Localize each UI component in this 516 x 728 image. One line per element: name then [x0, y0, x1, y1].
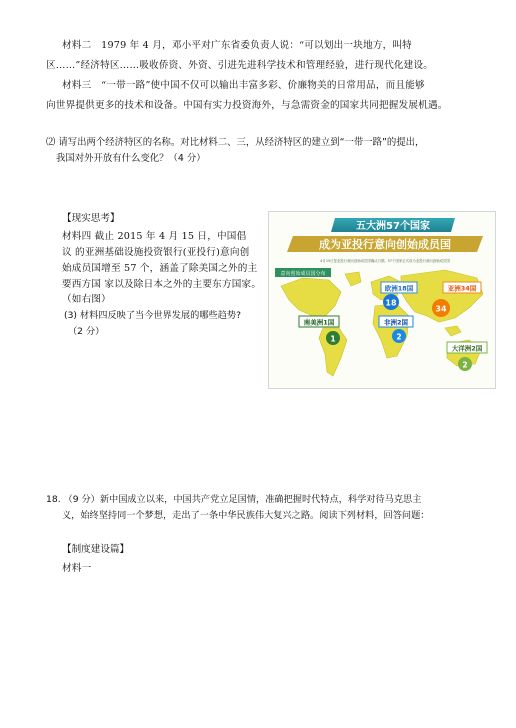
material1-label: 材料一 [62, 563, 92, 574]
label-asia: 亚洲34国 [447, 284, 477, 293]
material3-line1: 材料三 “一带一路”使中国不仅可以输出丰富多彩、价廉物美的日常用品，而且能够 [62, 80, 425, 91]
ball-oceania-number: 2 [462, 360, 468, 370]
material2-line2: 区……”经济特区……吸收侨资、外资、引进先进科学技术和管理经验，进行现代化建设。 [46, 60, 434, 71]
map-legend: 意向创始成员国分布 [280, 271, 326, 277]
material4-line2: 议 的亚洲基础设施投资银行(亚投行)意向创 [62, 247, 250, 258]
reality-heading: 【现实思考】 [62, 213, 120, 224]
material2-line1: 材料二 1979 年 4 月，邓小平对广东省委负责人说：“可以划出一块地方，叫特 [62, 40, 412, 51]
section-heading: 【制度建设篇】 [62, 544, 130, 555]
map-subtitle: 4月15日是亚投行意向创始成员国确认日期，57个国家正式成为亚投行意向创始成员国 [320, 259, 450, 263]
label-africa: 非洲2国 [383, 318, 409, 327]
material3-line2: 向世界提供更多的技术和设备。中国有实力投资海外，与急需资金的国家共同把握发展机遇。 [46, 100, 448, 111]
map-title-line1: 五大洲57个国家 [356, 221, 430, 232]
label-europe: 欧洲18国 [384, 284, 414, 293]
aiib-member-map [268, 211, 496, 389]
material4-line4: 要西方国 家以及除日本之外的主要东方国家。 [62, 279, 262, 290]
label-south-america: 南美洲1国 [303, 318, 335, 327]
material4-line3: 始成员国增至 57 个，涵盖了除美国之外的主 [62, 263, 258, 274]
label-oceania: 大洋洲2国 [451, 344, 483, 353]
ball-africa-number: 2 [396, 332, 402, 342]
question3-line2: （2 分） [68, 326, 105, 337]
ball-south-america-number: 1 [330, 334, 336, 344]
question3-line1: (3) 材料四反映了当今世界发展的哪些趋势? [64, 310, 241, 321]
question18-line2: 义，始终坚持同一个梦想，走出了一条中华民族伟大复兴之路。阅读下列材料，回答问题： [62, 510, 430, 521]
material4-line1: 材料四 截止 2015 年 4 月 15 日，中国倡 [62, 231, 247, 242]
material4-line5: （如右图） [62, 294, 111, 305]
question2-line1: ⑵ 请写出两个经济特区的名称。对比材料二、三，从经济特区的建立到“一带一路”的提出， [46, 137, 425, 148]
question18-line1: 18. （9 分）新中国成立以来，中国共产党立足国情，准确把握时代特点，科学对待马克思主 [46, 494, 422, 505]
map-title-line2: 成为亚投行意向创始成员国 [319, 238, 451, 251]
question2-line2: 我国对外开放有什么变化？（4 分） [56, 153, 206, 164]
ball-europe-number: 18 [385, 298, 397, 308]
ball-asia-number: 34 [435, 304, 447, 314]
